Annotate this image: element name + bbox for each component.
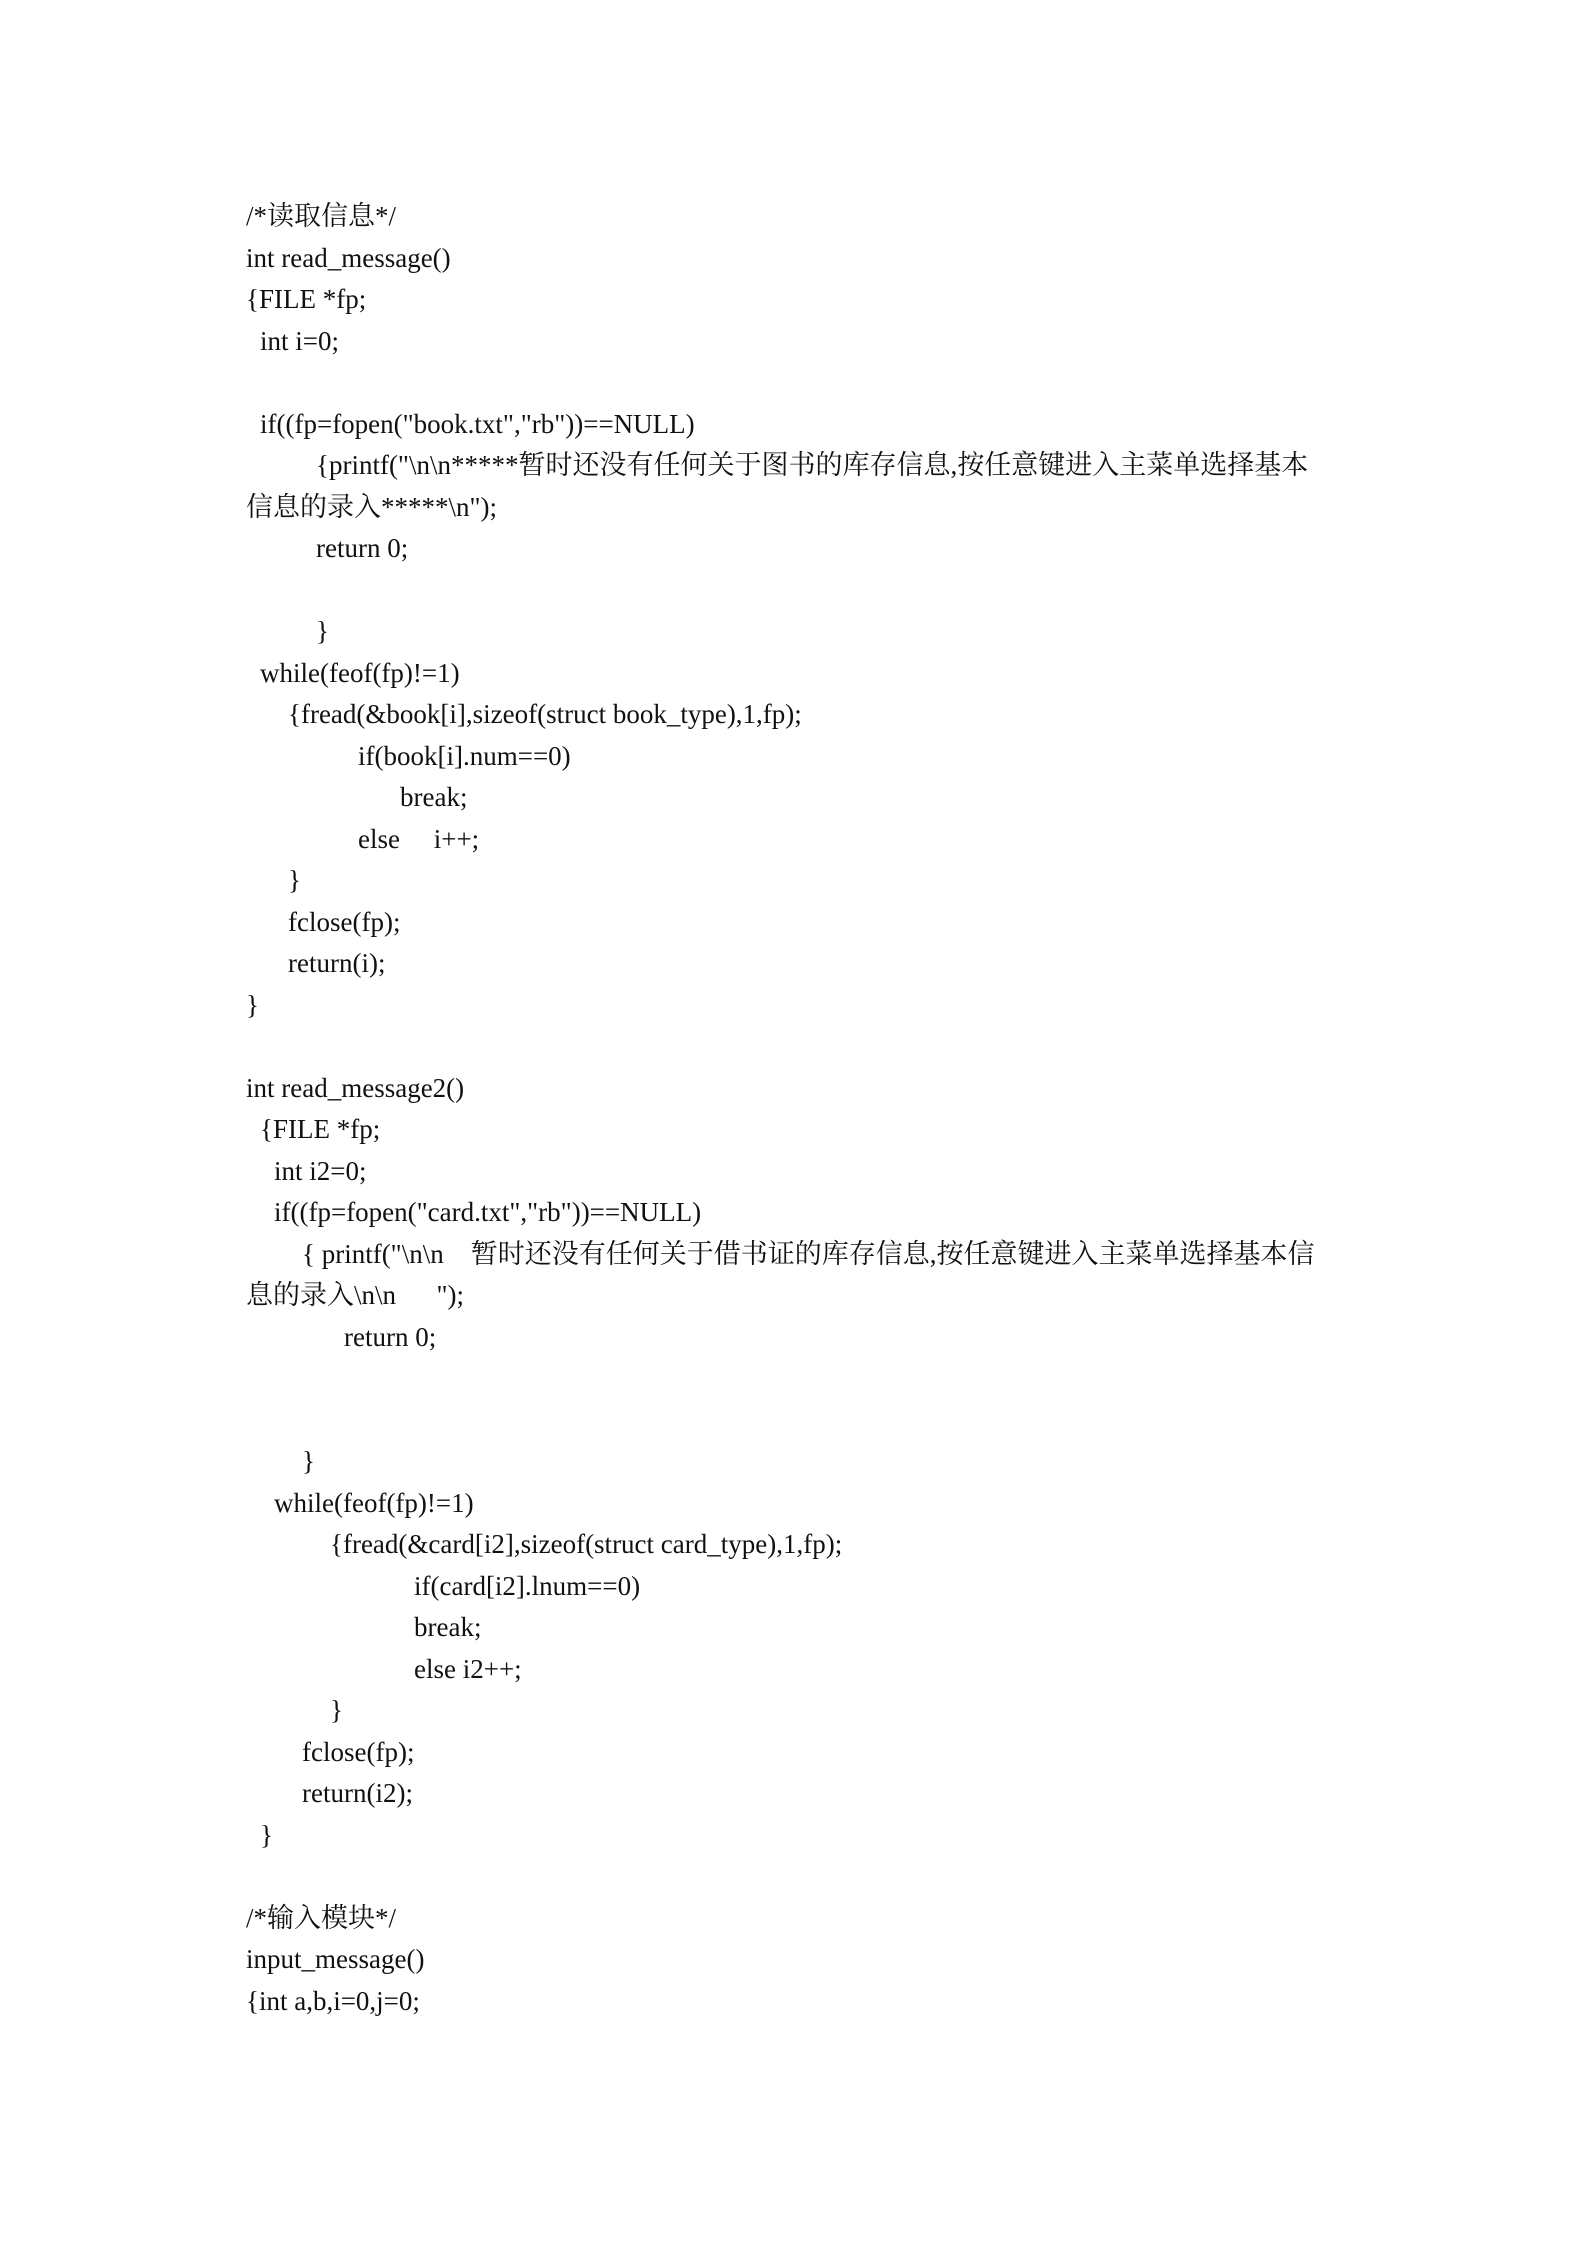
code-line: {fread(&book[i],sizeof(struct book_type),1,fp);: [288, 699, 802, 729]
code-line: else i++;: [358, 823, 480, 854]
code-line: }: [330, 1695, 343, 1725]
code-line: return 0;: [316, 533, 409, 563]
code-line: int read_message2(): [246, 1072, 465, 1103]
code-line: }: [316, 616, 329, 646]
code-line: if(card[i2].lnum==0): [414, 1570, 641, 1601]
code-line: int i=0;: [260, 325, 339, 356]
code-line: break;: [400, 782, 468, 812]
code-line: else i2++;: [414, 1653, 522, 1684]
code-line: {printf("\n\n*****暂时还没有任何关于图书的库存信息,按任意键进入主菜单选择基本: [316, 450, 1309, 480]
code-listing: [246, 196, 1366, 2022]
code-line: while(feof(fp)!=1): [260, 657, 460, 688]
code-line: { printf("\n\n 暂时还没有任何关于借书证的库存信息,按任意键进入主菜单选择基本信: [302, 1238, 1315, 1269]
code-line: fclose(fp);: [302, 1736, 415, 1767]
code-line: 息的录入\n\n ");: [246, 1280, 465, 1310]
code-line: {FILE *fp;: [246, 284, 367, 314]
code-line: int i2=0;: [274, 1155, 367, 1186]
code-line: if((fp=fopen("book.txt","rb"))==NULL): [260, 408, 695, 439]
code-line: if(book[i].num==0): [358, 740, 571, 771]
code-line: }: [260, 1819, 273, 1850]
code-line: }: [288, 865, 301, 895]
code-line: /*输入模块*/: [246, 1902, 397, 1933]
code-line: [246, 362, 1366, 404]
code-line: int read_message(): [246, 242, 451, 273]
code-line: }: [302, 1446, 315, 1476]
code-line: [246, 1358, 1366, 1400]
code-line: [246, 1856, 1366, 1898]
code-line: [246, 1026, 1366, 1068]
code-line: {FILE *fp;: [260, 1114, 381, 1144]
code-line: fclose(fp);: [288, 906, 401, 937]
code-line: if((fp=fopen("card.txt","rb"))==NULL): [274, 1197, 702, 1227]
code-line: {fread(&card[i2],sizeof(struct card_type),1,fp);: [330, 1529, 843, 1559]
code-line: return(i);: [288, 948, 386, 978]
code-line: [246, 570, 1366, 612]
code-line: while(feof(fp)!=1): [274, 1487, 474, 1518]
code-line: [246, 1400, 1366, 1442]
code-line: return 0;: [344, 1321, 437, 1352]
code-line: return(i2);: [302, 1778, 413, 1808]
code-line: input_message(): [246, 1944, 425, 1974]
code-line: }: [246, 989, 259, 1020]
code-line: 信息的录入*****\n");: [246, 491, 498, 522]
code-line: /*读取信息*/: [246, 201, 397, 231]
code-line: break;: [414, 1612, 482, 1642]
code-line: {int a,b,i=0,j=0;: [246, 1985, 420, 2016]
